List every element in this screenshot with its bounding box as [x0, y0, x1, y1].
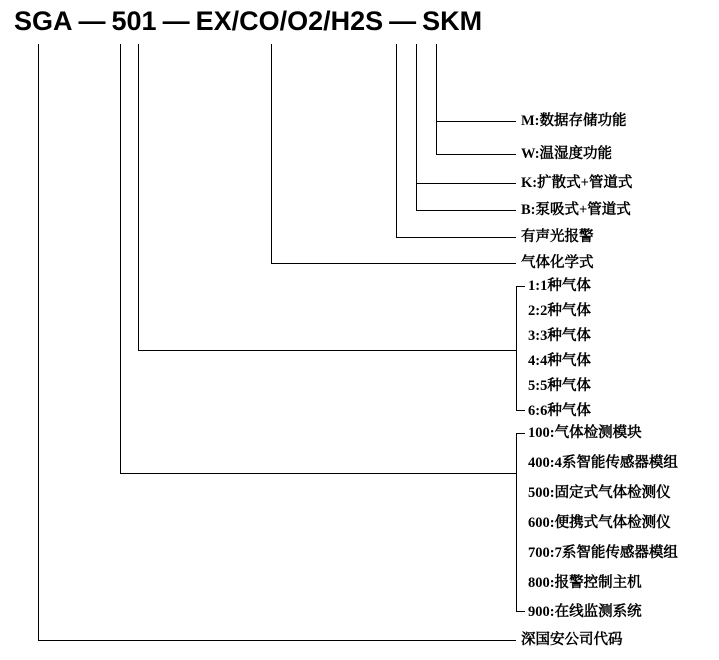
bracket-spine-gascount	[516, 286, 517, 410]
bracket-tick-storage-0	[436, 121, 516, 122]
leader-line-alarm	[396, 44, 397, 238]
label-series-3: 600:便携式气体检测仪	[528, 515, 671, 531]
leader-line-chemistry	[271, 44, 272, 264]
label-series-2: 500:固定式气体检测仪	[528, 485, 671, 501]
connector-series	[120, 473, 516, 474]
bracket-tick-gascount-5	[516, 410, 525, 411]
leader-line-company	[38, 44, 39, 641]
bracket-tick-series-0	[516, 433, 525, 434]
label-chemistry-0: 气体化学式	[521, 255, 594, 271]
label-series-1: 400:4系智能传感器模组	[528, 455, 678, 471]
label-gascount-2: 3:3种气体	[528, 328, 591, 344]
bracket-spine-series	[516, 433, 517, 611]
bracket-tick-sampling-0	[416, 183, 516, 184]
label-company-0: 深国安公司代码	[521, 632, 623, 648]
code-segment-series: 501	[111, 6, 157, 36]
connector-company	[38, 640, 516, 641]
code-segment-gas: EX/CO/O2/H2S	[195, 6, 384, 36]
code-segment-options: SKM	[422, 6, 483, 36]
leader-line-gascount	[138, 44, 139, 351]
code-dash-1: —	[78, 6, 106, 36]
label-series-0: 100:气体检测模块	[528, 425, 642, 441]
leader-line-series	[120, 44, 121, 474]
connector-gascount	[138, 350, 516, 351]
bracket-tick-chemistry-0	[271, 263, 516, 264]
label-alarm-0: 有声光报警	[521, 229, 594, 245]
label-gascount-0: 1:1种气体	[528, 278, 591, 294]
model-code-line	[14, 6, 482, 37]
bracket-tick-series-6	[516, 611, 525, 612]
label-storage-0: M:数据存储功能	[521, 113, 627, 129]
label-sampling-1: B:泵吸式+管道式	[521, 202, 631, 218]
bracket-tick-alarm-0	[396, 237, 516, 238]
label-gascount-5: 6:6种气体	[528, 403, 591, 419]
code-dash-3: —	[389, 6, 417, 36]
bracket-spine-sampling	[416, 183, 417, 210]
label-gascount-3: 4:4种气体	[528, 353, 591, 369]
label-sampling-0: K:扩散式+管道式	[521, 175, 633, 191]
bracket-tick-storage-1	[436, 154, 516, 155]
label-storage-1: W:温湿度功能	[521, 146, 613, 162]
leader-line-sampling	[416, 44, 417, 184]
code-segment-brand: SGA	[14, 6, 73, 36]
bracket-tick-sampling-1	[416, 210, 516, 211]
bracket-tick-gascount-0	[516, 286, 525, 287]
label-gascount-4: 5:5种气体	[528, 378, 591, 394]
bracket-spine-storage	[436, 121, 437, 154]
code-dash-2: —	[162, 6, 190, 36]
label-series-4: 700:7系智能传感器模组	[528, 545, 678, 561]
label-series-5: 800:报警控制主机	[528, 575, 642, 591]
label-series-6: 900:在线监测系统	[528, 604, 642, 620]
label-gascount-1: 2:2种气体	[528, 303, 591, 319]
